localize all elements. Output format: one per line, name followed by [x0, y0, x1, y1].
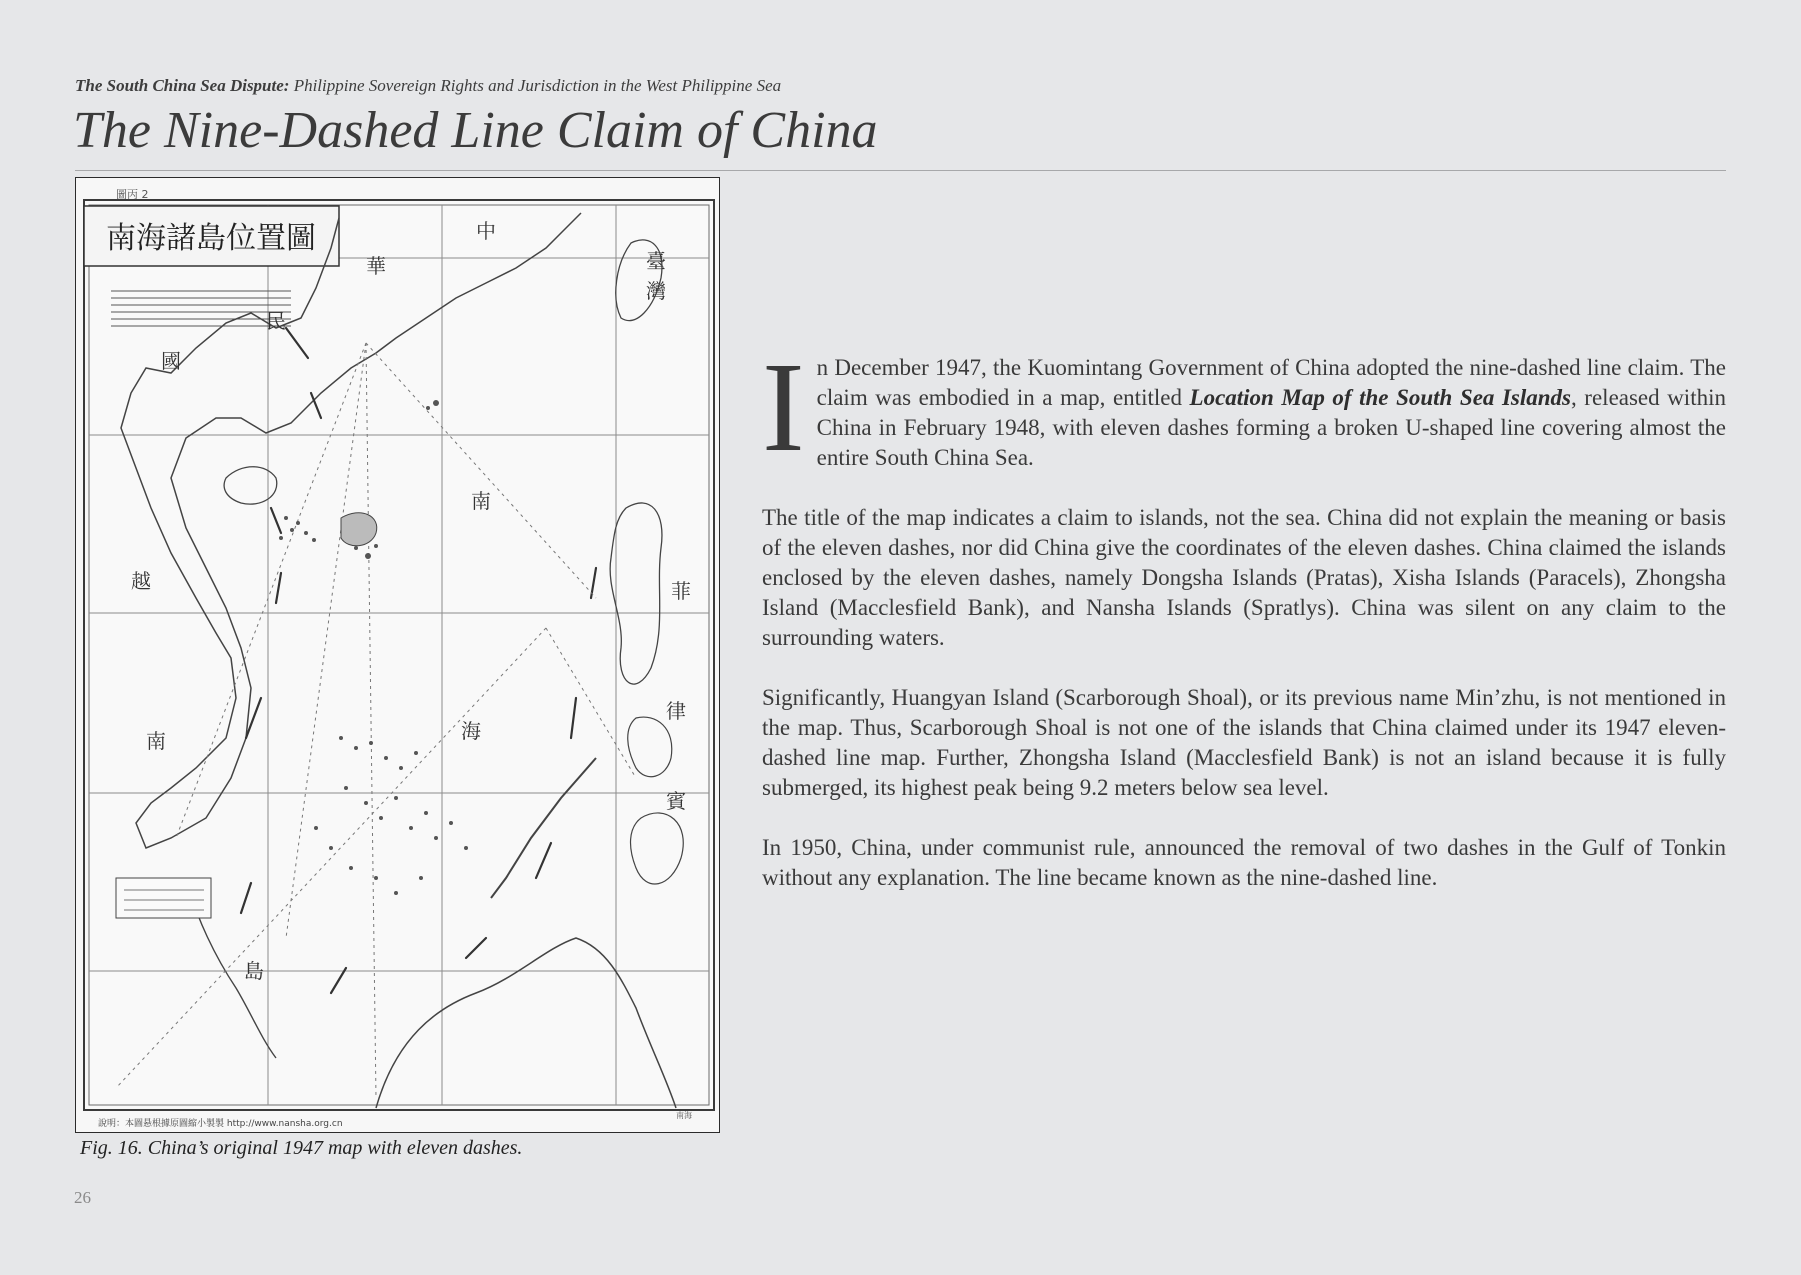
paragraph-4: In 1950, China, under communist rule, announced the removal of two dashes in the Gulf of Tonkin without any explanation. The line became known as the nine-dashed line. [762, 835, 1726, 890]
paragraph-1 [762, 336, 1726, 478]
article-body [762, 336, 1726, 923]
map-label-yue: 越 [131, 569, 151, 593]
figure-caption: Fig. 16. China’s original 1947 map with eleven dashes. [80, 1137, 523, 1159]
paragraph-1-text-b: , released within China in February 1948, with eleven dashes forming a broken U-shaped line covering almost the entire South China Sea. [816, 385, 1726, 470]
map-label-bin: 賓 [666, 789, 686, 813]
map-label-dao: 島 [244, 959, 264, 983]
map-title-text: 南海諸島位置圖 [106, 221, 316, 256]
drop-cap: I [762, 336, 805, 478]
map-label-fei: 菲 [671, 579, 691, 603]
running-head-subtitle: Philippine Sovereign Rights and Jurisdiction in the West Philippine Sea [289, 76, 782, 95]
map-footer-note: 說明：本圖悬根據原圖縮小製製 http://www.nansha.org.cn [98, 1119, 343, 1129]
map-figure [75, 177, 720, 1133]
running-head-series: The South China Sea Dispute: [75, 76, 290, 95]
map-corner-label: 圖丙 2 [116, 188, 149, 201]
paragraph-3: Significantly, Huangyan Island (Scarborough Shoal), or its previous name Min’zhu, is not mentioned in the map. Thus, Scarborough Shoal is not one of the islands that China claimed under its 1947 eleven-dashed line map. Further, Zhongsha Island (Macclesfield Bank) is not an island because it is fully submerged, its highest peak being 9.2 meters below sea level. [762, 685, 1726, 800]
map-label-nan2: 南 [146, 729, 166, 753]
map-label-nan: 南 [471, 489, 491, 513]
page-number: 26 [74, 1188, 91, 1207]
map-title-reference: Location Map of the South Sea Islands [1189, 385, 1571, 410]
title-divider [75, 170, 1726, 171]
map-label-tai: 臺 [646, 249, 666, 273]
map-label-wan: 灣 [646, 279, 666, 303]
map-label-hai: 海 [461, 719, 481, 743]
map-legend-box [116, 878, 211, 918]
map-image [76, 178, 720, 1133]
paragraph-2: The title of the map indicates a claim to islands, not the sea. China did not explain the meaning or basis of the eleven dashes, nor did China give the coordinates of the eleven dashes. China claimed the islands enclosed by the eleven dashes, namely Dongsha Islands (Pratas), Xisha Islands (Paracels), Zhongsha Island (Macclesfield Bank), and Nansha Islands (Spratlys). China was silent on any claim to the surrounding waters. [762, 505, 1726, 650]
map-footer-right: 南海 [676, 1111, 692, 1120]
map-label-zhong: 中 [476, 219, 496, 243]
map-label-lu: 律 [666, 699, 686, 723]
running-head [75, 76, 781, 96]
map-label-min: 民 [266, 309, 286, 333]
map-label-hua: 華 [366, 254, 386, 278]
map-macclesfield-bank [341, 513, 377, 546]
map-label-guo: 國 [161, 349, 181, 373]
page-title: The Nine-Dashed Line Claim of China [73, 102, 878, 159]
paragraph-1-text-a: n December 1947, the Kuomintang Government of China adopted the nine-dashed line claim. The claim was embodied in a map, entitled [816, 355, 1726, 410]
